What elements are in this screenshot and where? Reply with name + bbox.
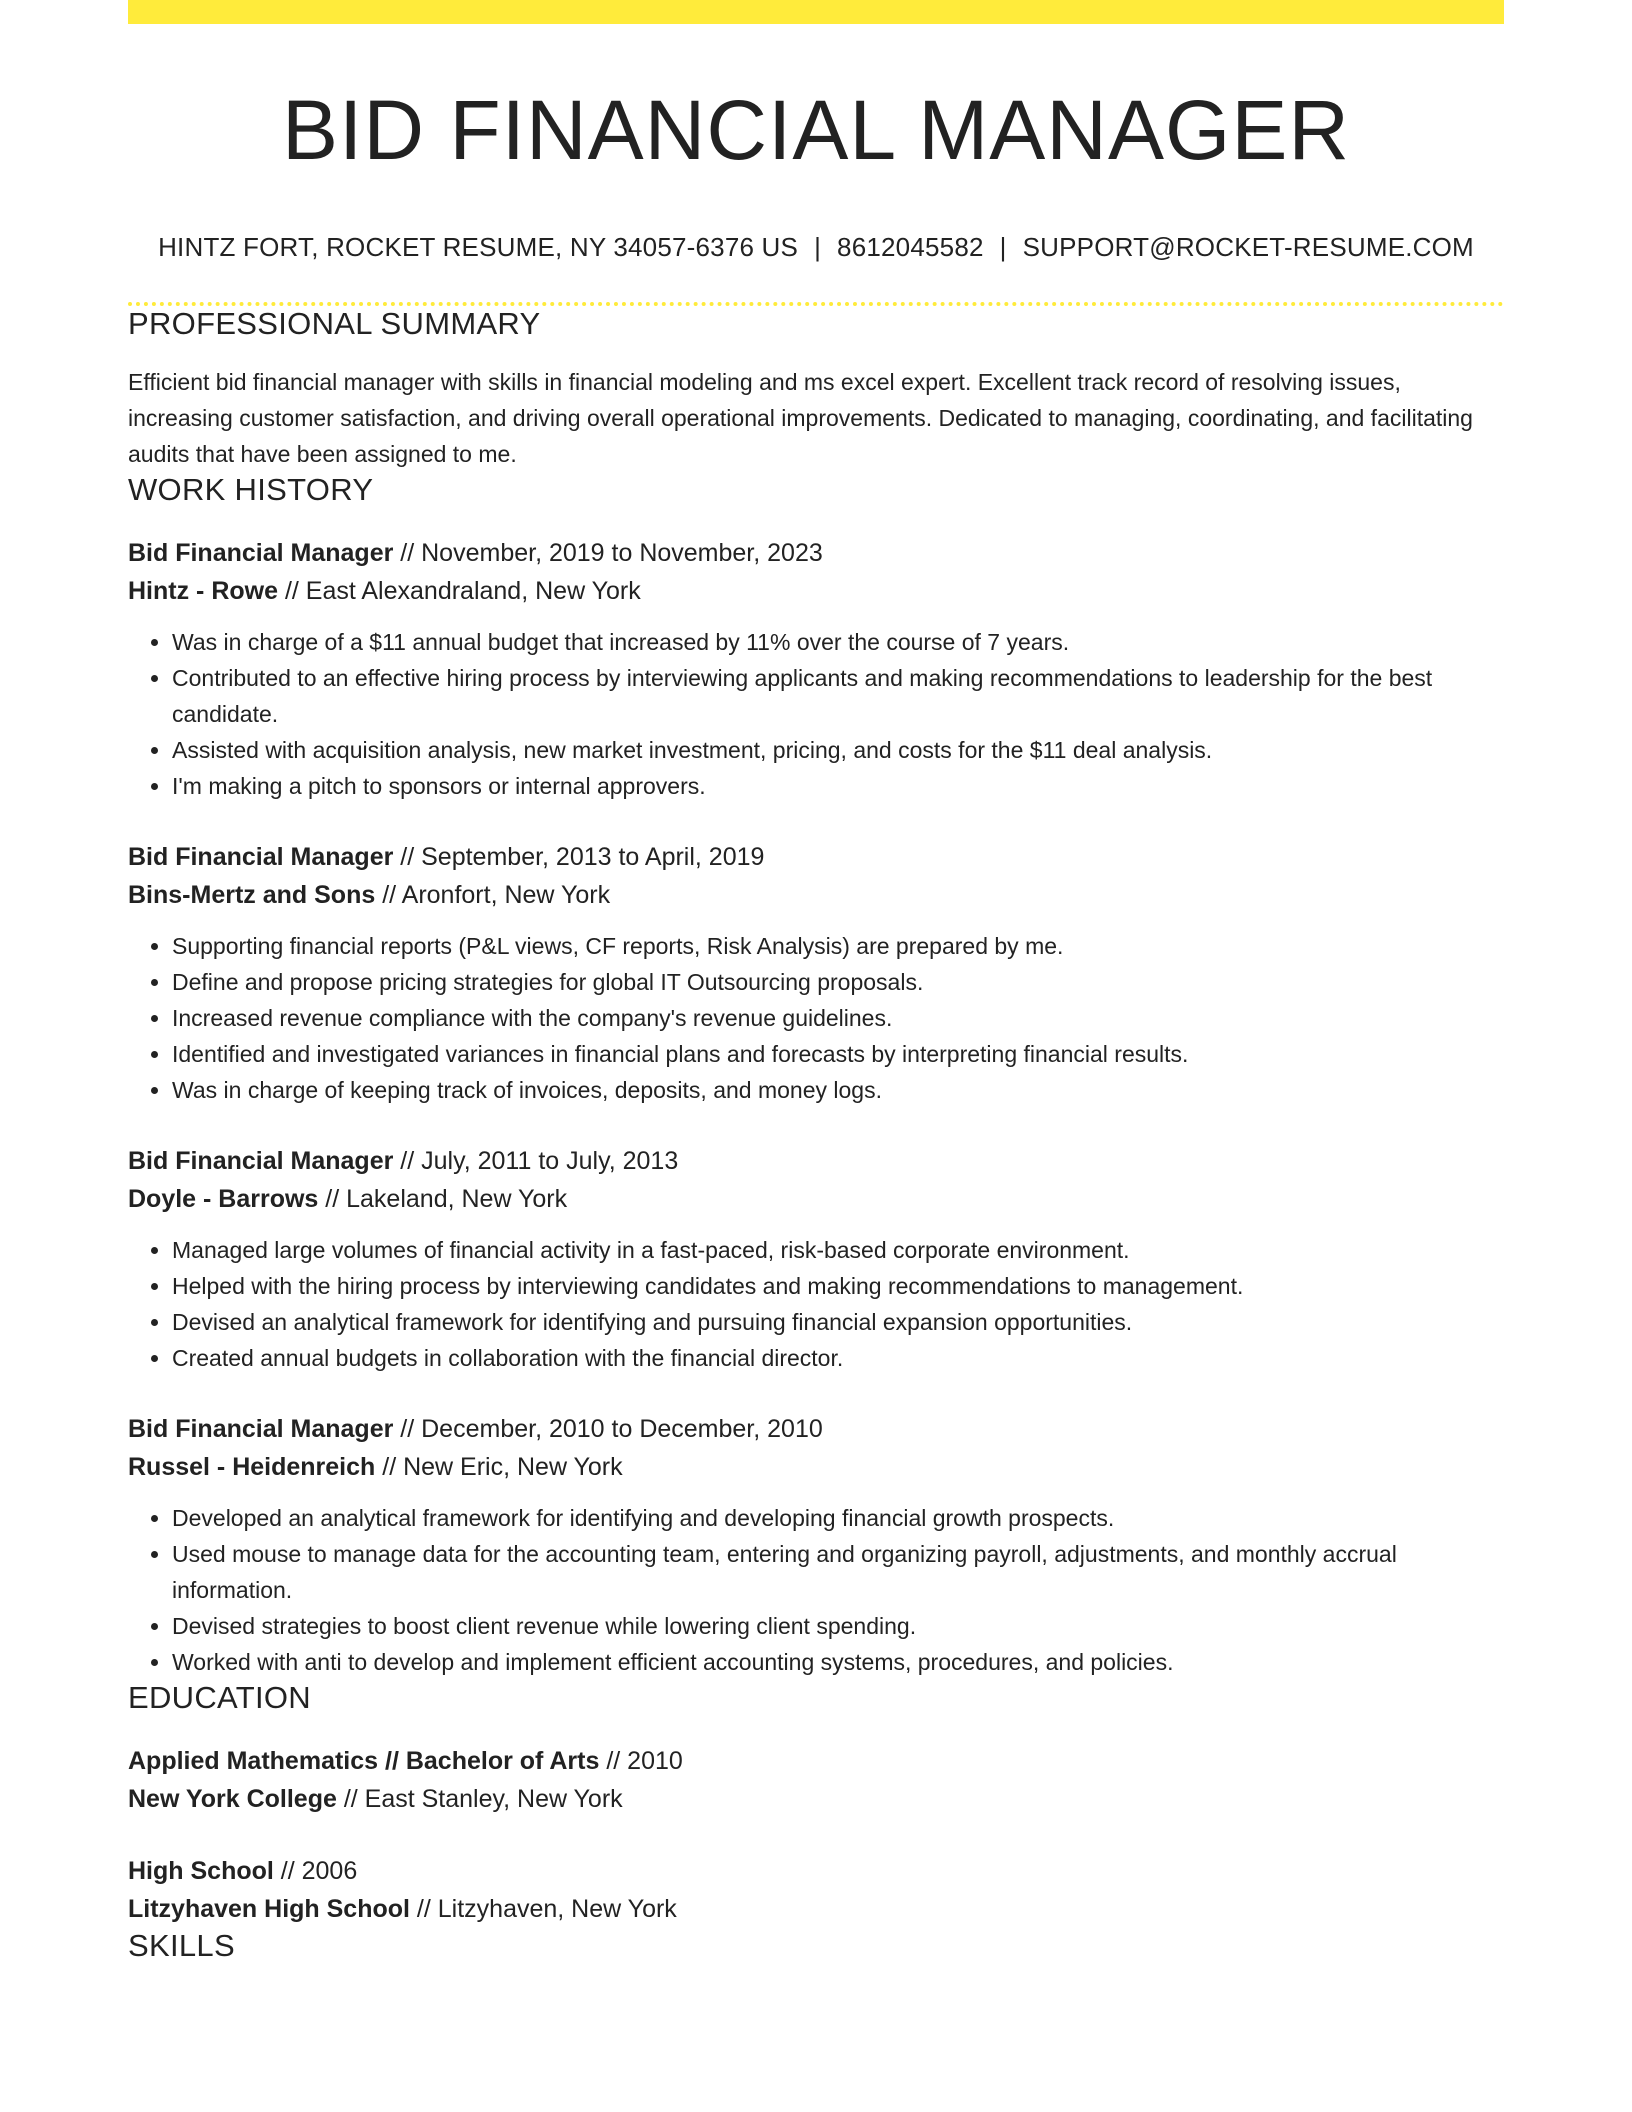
job-location: // Lakeland, New York bbox=[318, 1185, 568, 1213]
education-entry bbox=[128, 1742, 1504, 1818]
job-role: Bid Financial Manager bbox=[128, 1415, 394, 1443]
job-bullets bbox=[128, 624, 1504, 804]
list-item: • Supporting financial reports (P&L views, CF reports, Risk Analysis) are prepared by me. bbox=[172, 928, 1504, 964]
job-role-line bbox=[128, 534, 1504, 572]
contact-line bbox=[128, 232, 1504, 262]
section-title-summary: PROFESSIONAL SUMMARY bbox=[128, 306, 541, 341]
job-role: Bid Financial Manager bbox=[128, 539, 394, 567]
list-item: • Managed large volumes of financial activity in a fast-paced, risk-based corporate environment. bbox=[172, 1232, 1504, 1268]
job-company-line bbox=[128, 1180, 1504, 1218]
education-school: Litzyhaven High School bbox=[128, 1895, 410, 1923]
job-bullets bbox=[128, 928, 1504, 1108]
resume-page bbox=[128, 0, 1504, 1964]
job-entry bbox=[128, 1410, 1504, 1680]
job-role: Bid Financial Manager bbox=[128, 843, 394, 871]
job-entry bbox=[128, 838, 1504, 1108]
education-degree-line bbox=[128, 1742, 1504, 1780]
education-school-line bbox=[128, 1890, 1504, 1928]
job-entry bbox=[128, 534, 1504, 804]
job-dates: // July, 2011 to July, 2013 bbox=[393, 1147, 679, 1175]
education-degree: Applied Mathematics // Bachelor of Arts bbox=[128, 1747, 600, 1775]
list-item: • Devised an analytical framework for identifying and pursuing financial expansion opportunities. bbox=[172, 1304, 1504, 1340]
job-role-line bbox=[128, 1142, 1504, 1180]
list-item: • Was in charge of keeping track of invoices, deposits, and money logs. bbox=[172, 1072, 1504, 1108]
list-item: • Devised strategies to boost client revenue while lowering client spending. bbox=[172, 1608, 1504, 1644]
list-item: • Define and propose pricing strategies for global IT Outsourcing proposals. bbox=[172, 964, 1504, 1000]
list-item: • Was in charge of a $11 annual budget that increased by 11% over the course of 7 years. bbox=[172, 624, 1504, 660]
list-item: • Assisted with acquisition analysis, new market investment, pricing, and costs for the $11 deal analysis. bbox=[172, 732, 1504, 768]
contact-address: HINTZ FORT, ROCKET RESUME, NY 34057-6376 US bbox=[158, 232, 799, 262]
section-title-skills: SKILLS bbox=[128, 1928, 235, 1963]
job-company: Hintz - Rowe bbox=[128, 577, 278, 605]
education-degree: High School bbox=[128, 1857, 274, 1885]
contact-separator: | bbox=[814, 232, 822, 262]
section-title-work-history: WORK HISTORY bbox=[128, 472, 374, 507]
contact-separator: | bbox=[999, 232, 1007, 262]
list-item: • Helped with the hiring process by interviewing candidates and making recommendations to management. bbox=[172, 1268, 1504, 1304]
section-title-education: EDUCATION bbox=[128, 1680, 311, 1715]
job-company-line bbox=[128, 1448, 1504, 1486]
list-item: • Contributed to an effective hiring process by interviewing applicants and making recommendations to leadership for the best candidate. bbox=[172, 660, 1504, 732]
job-company: Bins-Mertz and Sons bbox=[128, 881, 376, 909]
list-item: • Increased revenue compliance with the company's revenue guidelines. bbox=[172, 1000, 1504, 1036]
education-year: // 2006 bbox=[273, 1857, 358, 1885]
education-school-line bbox=[128, 1780, 1504, 1818]
job-company-line bbox=[128, 876, 1504, 914]
contact-email: SUPPORT@ROCKET-RESUME.COM bbox=[1022, 232, 1474, 262]
job-bullets bbox=[128, 1500, 1504, 1680]
summary-text: Efficient bid financial manager with skills in financial modeling and ms excel expert. Excellent track record of resolving issues, increasing customer satisfaction, and driving overall operational improvements. Dedicated to managing, coordinating, and facilitating audits that have been assigned to me. bbox=[128, 369, 1473, 467]
job-dates: // September, 2013 to April, 2019 bbox=[393, 843, 765, 871]
job-company: Russel - Heidenreich bbox=[128, 1453, 376, 1481]
job-bullets bbox=[128, 1232, 1504, 1376]
job-location: // New Eric, New York bbox=[375, 1453, 623, 1481]
education-location: // Litzyhaven, New York bbox=[409, 1895, 677, 1923]
list-item: • Developed an analytical framework for identifying and developing financial growth prospects. bbox=[172, 1500, 1504, 1536]
list-item: • Worked with anti to develop and implement efficient accounting systems, procedures, and policies. bbox=[172, 1644, 1504, 1680]
job-company: Doyle - Barrows bbox=[128, 1185, 319, 1213]
list-item: • Created annual budgets in collaboration with the financial director. bbox=[172, 1340, 1504, 1376]
list-item: • Identified and investigated variances in financial plans and forecasts by interpreting financial results. bbox=[172, 1036, 1504, 1072]
top-accent-bar bbox=[128, 0, 1504, 24]
job-location: // East Alexandraland, New York bbox=[278, 577, 641, 605]
contact-phone: 8612045582 bbox=[837, 232, 984, 262]
education-entry bbox=[128, 1852, 1504, 1928]
job-dates: // December, 2010 to December, 2010 bbox=[393, 1415, 823, 1443]
education-year: // 2010 bbox=[599, 1747, 683, 1775]
list-item: • I'm making a pitch to sponsors or internal approvers. bbox=[172, 768, 1504, 804]
job-location: // Aronfort, New York bbox=[375, 881, 611, 909]
job-role-line bbox=[128, 1410, 1504, 1448]
education-school: New York College bbox=[128, 1785, 337, 1813]
education-degree-line bbox=[128, 1852, 1504, 1890]
education-location: // East Stanley, New York bbox=[336, 1785, 623, 1813]
job-company-line bbox=[128, 572, 1504, 610]
job-role: Bid Financial Manager bbox=[128, 1147, 394, 1175]
job-entry bbox=[128, 1142, 1504, 1376]
resume-title: BID FINANCIAL MANAGER bbox=[281, 83, 1351, 177]
list-item: • Used mouse to manage data for the accounting team, entering and organizing payroll, adjustments, and monthly accrual information. bbox=[172, 1536, 1504, 1608]
job-role-line bbox=[128, 838, 1504, 876]
job-dates: // November, 2019 to November, 2023 bbox=[393, 539, 823, 567]
